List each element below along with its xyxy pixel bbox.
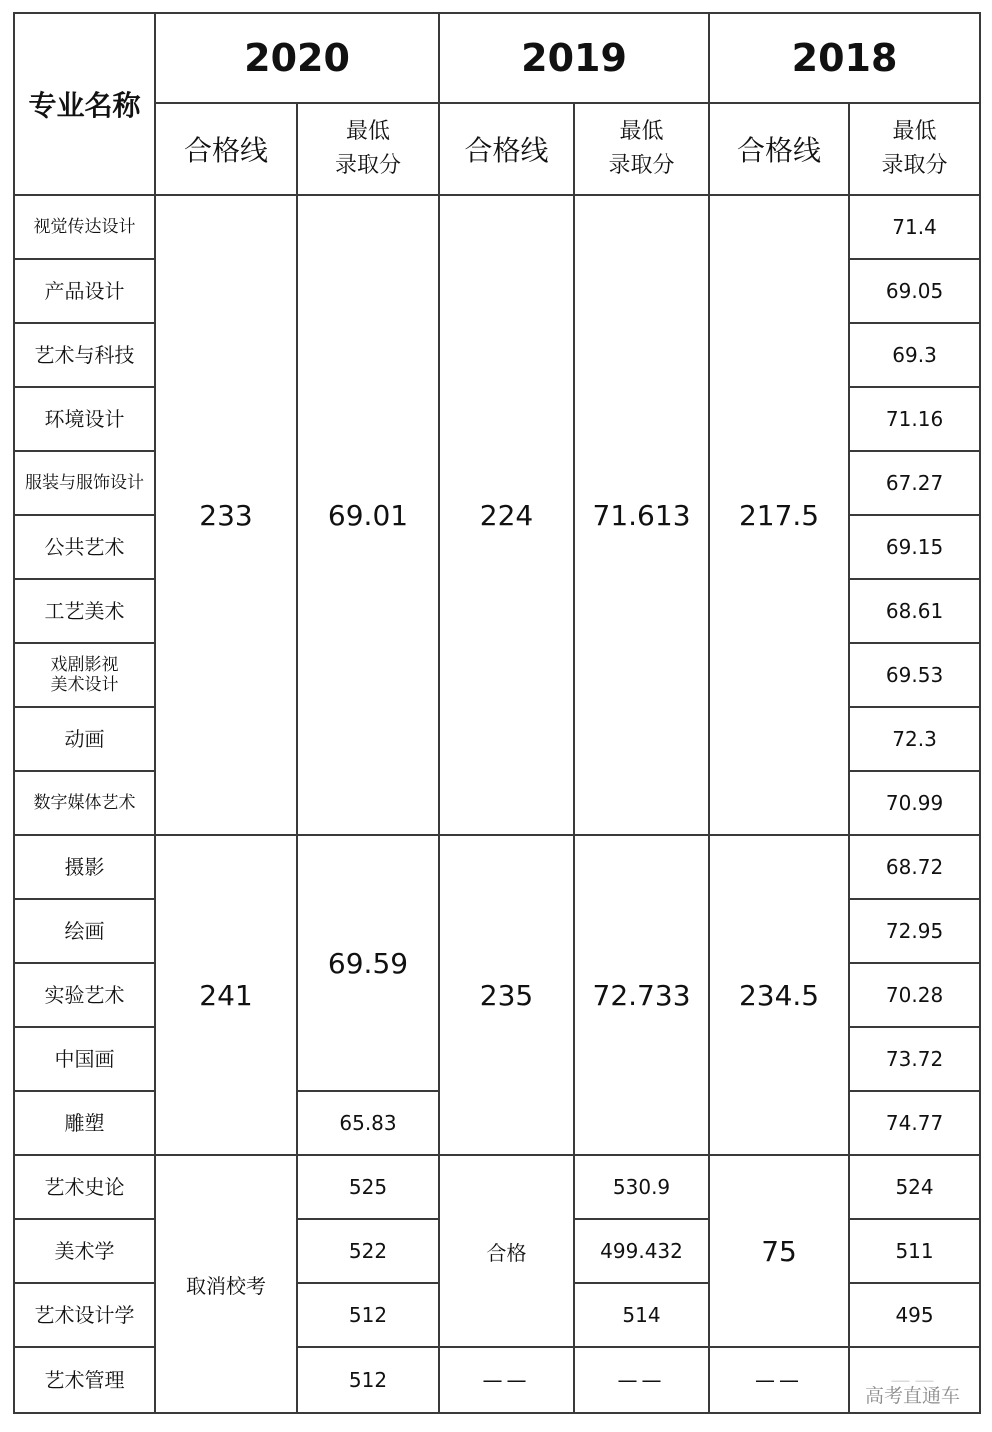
min-score-2018: 71.16 (849, 387, 980, 451)
major-name: 艺术管理 (14, 1347, 155, 1413)
major-name: 服装与服饰设计 (14, 451, 155, 515)
major-name: 绘画 (14, 899, 155, 963)
header-major-name: 专业名称 (14, 13, 155, 195)
min-score-2020: 525 (297, 1155, 439, 1219)
min-score-2018: 72.3 (849, 707, 980, 771)
min-score-2018: 68.72 (849, 835, 980, 899)
pass-line-2018: 75 (709, 1155, 849, 1347)
pass-line-2018: 217.5 (709, 195, 849, 835)
major-name: 雕塑 (14, 1091, 155, 1155)
min-score-2018: 68.61 (849, 579, 980, 643)
min-score-2018: 511 (849, 1219, 980, 1283)
min-score-2018: 70.28 (849, 963, 980, 1027)
min-score-2019: 530.9 (574, 1155, 709, 1219)
min-score-2018: 70.99 (849, 771, 980, 835)
min-score-2020: 69.59 (297, 835, 439, 1091)
major-name: 美术学 (14, 1219, 155, 1283)
min-score-2018: 69.15 (849, 515, 980, 579)
pass-line-2019: 235 (439, 835, 574, 1155)
header-pass-line-2018: 合格线 (709, 103, 849, 195)
min-score-2020: 65.83 (297, 1091, 439, 1155)
min-score-2019: 514 (574, 1283, 709, 1347)
min-score-2018: 69.05 (849, 259, 980, 323)
min-score-2020: 512 (297, 1347, 439, 1413)
major-name: 摄影 (14, 835, 155, 899)
pass-line-2019: 224 (439, 195, 574, 835)
empty-dash: —— (574, 1347, 709, 1413)
major-name: 艺术史论 (14, 1155, 155, 1219)
pass-line-2020: 233 (155, 195, 297, 835)
min-score-2018: 524 (849, 1155, 980, 1219)
pass-line-2018: 234.5 (709, 835, 849, 1155)
min-score-2018: 67.27 (849, 451, 980, 515)
min-score-2018: 74.77 (849, 1091, 980, 1155)
min-score-2018: 69.3 (849, 323, 980, 387)
major-name: 工艺美术 (14, 579, 155, 643)
major-name: 数字媒体艺术 (14, 771, 155, 835)
major-name: 视觉传达设计 (14, 195, 155, 259)
major-name: 实验艺术 (14, 963, 155, 1027)
min-score-2019: 499.432 (574, 1219, 709, 1283)
min-score-2018: 73.72 (849, 1027, 980, 1091)
pass-line-2020: 取消校考 (155, 1155, 297, 1413)
pass-line-2020: 241 (155, 835, 297, 1155)
header-year-2018: 2018 (709, 13, 980, 103)
min-score-2018: 71.4 (849, 195, 980, 259)
empty-dash: —— (709, 1347, 849, 1413)
header-min-score-2018: 最低 录取分 (849, 103, 980, 195)
min-score-2019: 71.613 (574, 195, 709, 835)
major-name: 艺术设计学 (14, 1283, 155, 1347)
header-pass-line-2020: 合格线 (155, 103, 297, 195)
admission-score-table (13, 12, 981, 1414)
min-score-2020: 512 (297, 1283, 439, 1347)
header-min-score-2020: 最低 录取分 (297, 103, 439, 195)
major-name: 艺术与科技 (14, 323, 155, 387)
major-name: 环境设计 (14, 387, 155, 451)
major-name: 中国画 (14, 1027, 155, 1091)
pass-line-2019: 合格 (439, 1155, 574, 1347)
min-score-2020: 522 (297, 1219, 439, 1283)
major-name: 动画 (14, 707, 155, 771)
header-pass-line-2019: 合格线 (439, 103, 574, 195)
watermark-text: 高考直通车 (861, 1379, 964, 1410)
major-name: 公共艺术 (14, 515, 155, 579)
min-score-2019: 72.733 (574, 835, 709, 1155)
min-score-2018: 72.95 (849, 899, 980, 963)
empty-dash: —— (439, 1347, 574, 1413)
min-score-2018: 69.53 (849, 643, 980, 707)
min-score-2018: 495 (849, 1283, 980, 1347)
major-name: 戏剧影视 美术设计 (14, 643, 155, 707)
major-name: 产品设计 (14, 259, 155, 323)
header-year-2019: 2019 (439, 13, 709, 103)
header-min-score-2019: 最低 录取分 (574, 103, 709, 195)
header-year-2020: 2020 (155, 13, 439, 103)
min-score-2020: 69.01 (297, 195, 439, 835)
